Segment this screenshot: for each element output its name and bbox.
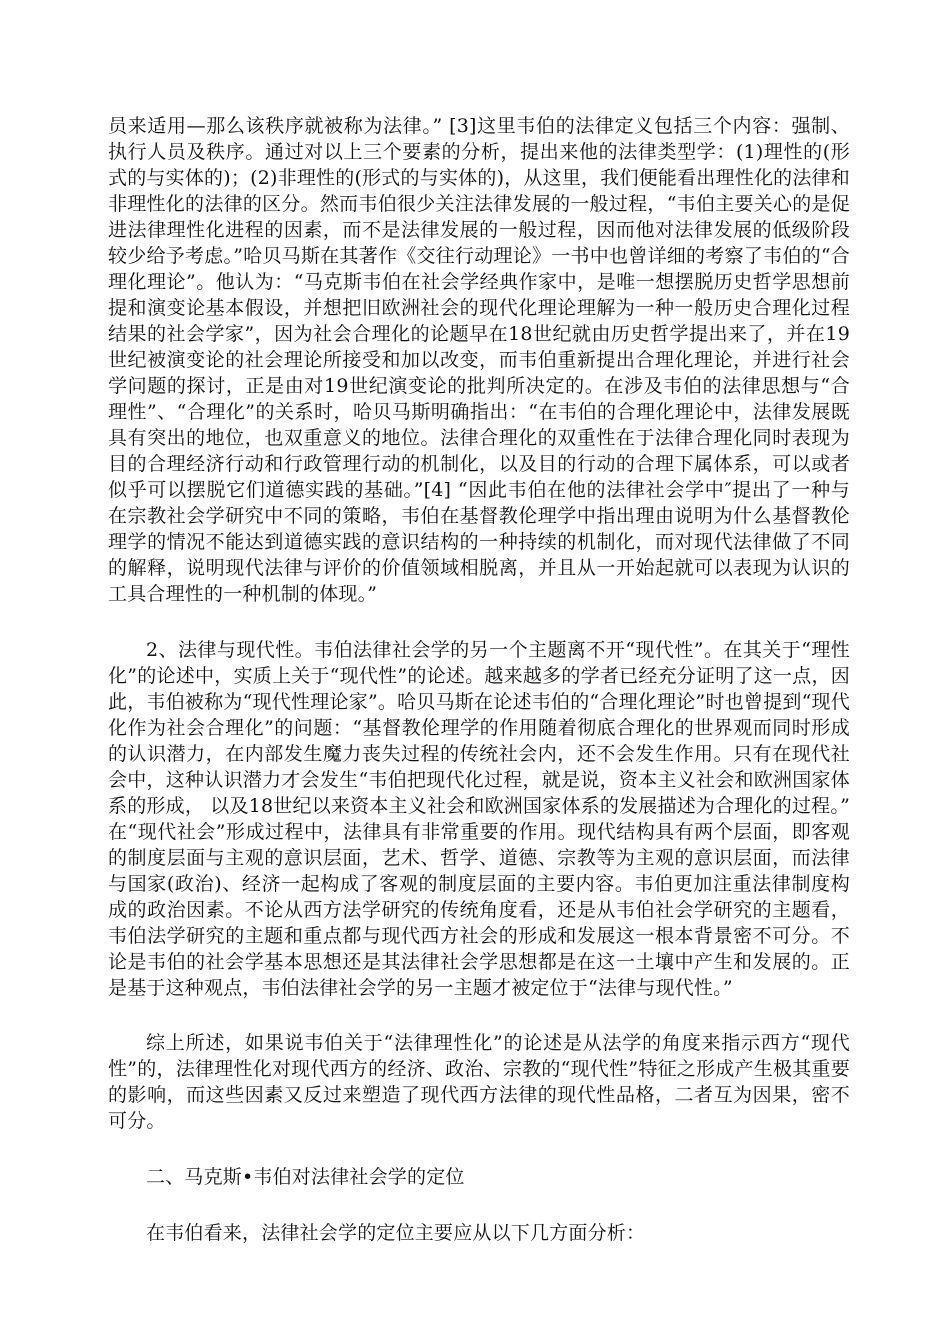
document-page [108,113,850,1246]
paragraph-summary: 综上所述，如果说韦伯关于“法律理性化”的论述是从法学的角度来指示西方“现代性”的，法律理性化对现代西方的经济、政治、宗教的“现代性”特征之形成产生极其重要的影响，而这些因素又反过来塑造了现代西方法律的现代性品格，二者互为因果，密不可分。 [108,1032,850,1132]
paragraph-section-intro: 在韦伯看来，法律社会学的定位主要应从以下几方面分析： [146,1222,646,1244]
section-heading: 二、马克斯•韦伯对法律社会学的定位 [146,1166,465,1188]
paragraph-law-and-modernity: 2、法律与现代性。韦伯法律社会学的另一个主题离不开“现代性”。在其关于“理性化”的论述中，实质上关于“现代性”的论述。越来越多的学者已经充分证明了这一点，因此，韦伯被称为“现代性理论家”。哈贝马斯在论述韦伯的“合理化理论”时也曾提到“现代化作为社会合理化”的问题：“基督教伦理学的作用随着彻底合理化的世界观而同时形成的认识潜力，在内部发生魔力丧失过程的传统社会内，还不会发生作用。只有在现代社会中，这种认识潜力才会发生“韦伯把现代化过程，就是说，资本主义社会和欧洲国家体系的形成， 以及18世纪以来资本主义社会和欧洲国家体系的发展描述为合理化的过程。” 在“现代社会”形成过程中，法律具有非常重要的作用。现代结构具有两个层面，即客观的制度层面与主观的意识层面，艺术、哲学、道德、宗教等为主观的意识层面，而法律与国家(政治)、经济一起构成了客观的制度层面的主要内容。韦伯更加注重法律制度构成的政治因素。不论从西方法学研究的传统角度看，还是从韦伯社会学研究的主题看，韦伯法学研究的主题和重点都与现代西方社会的形成和发展这一根本背景密不可分。不论是韦伯的社会学基本思想还是其法律社会学思想都是在这一土壤中产生和发展的。正是基于这种观点，韦伯法律社会学的另一主题才被定位于“法律与现代性。” [108,639,850,999]
paragraph-weber-law-definition: 员来适用—那么该秩序就被称为法律。” [3]这里韦伯的法律定义包括三个内容：强制、执行人员及秩序。通过对以上三个要素的分析，提出来他的法律类型学：(1)理性的(形式的与实体的)；(2)非理性的(形式的与实体的)，从这里，我们便能看出理性化的法律和非理性化的法律的区分。然而韦伯很少关注法律发展的一般过程，“韦伯主要关心的是促进法律理性化进程的因素，而不是法律发展的一般过程，因而他对法律发展的低级阶段较少给予考虑。”哈贝马斯在其著作《交往行动理论》一书中也曾详细的考察了韦伯的“合理化理论”。他认为：“马克斯韦伯在社会学经典作家中，是唯一想摆脱历史哲学思想前提和演变论基本假设，并想把旧欧洲社会的现代化理论理解为一种一般历史合理化过程结果的社会学家”，因为社会合理化的论题早在18世纪就由历史哲学提出来了，并在19世纪被演变论的社会理论所接受和加以改变，而韦伯重新提出合理化理论，并进行社会学问题的探讨，正是由对19世纪演变论的批判所决定的。在涉及韦伯的法律思想与“合理性”、“合理化”的关系时，哈贝马斯明确指出：“在韦伯的合理化理论中，法律发展既具有突出的地位，也双重意义的地位。法律合理化的双重性在于法律合理化同时表现为目的合理经济行动和行政管理行动的机制化，以及目的行动的合理下属体系，可以或者似乎可以摆脱它们道德实践的基础。”[4] “因此韦伯在他的法律社会学中″提出了一种与在宗教社会学研究中不同的策略，韦伯在基督教伦理学中指出理由说明为什么基督教伦理学的情况不能达到道德实践的意识结构的一种持续的机制化，而对现代法律做了不同的解释，说明现代法律与评价的价值领域相脱离，并且从一开始起就可以表现为认识的工具合理性的一种机制的体现。” [108,115,850,605]
